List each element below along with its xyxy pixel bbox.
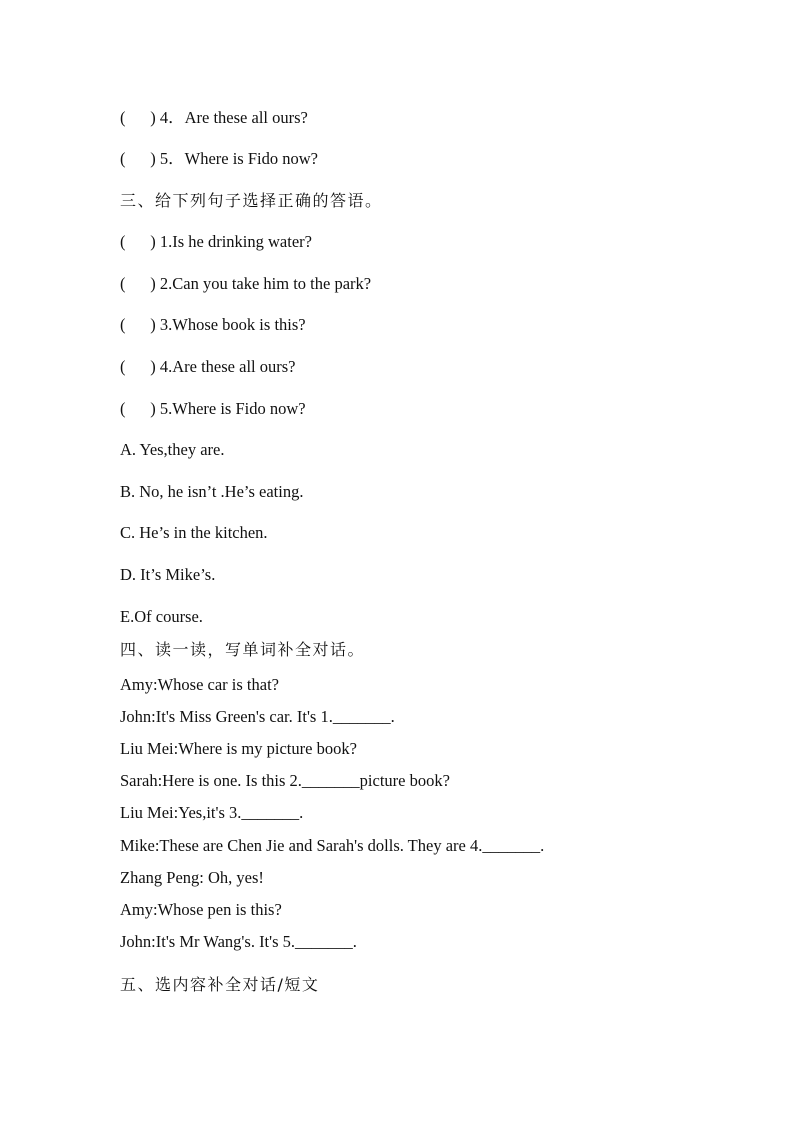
answer-option-b: B. No, he isn’t .He’s eating. (120, 482, 304, 501)
section-3-question-3: ( ) 3.Whose book is this? (120, 315, 306, 334)
dialog-line-9: John:It's Mr Wang's. It's 5._______. (120, 932, 357, 951)
dialog-line-8: Amy:Whose pen is this? (120, 900, 282, 919)
dialog-line-1: Amy:Whose car is that? (120, 675, 279, 694)
section-4-heading: 四、读一读，写单词补全对话。 (120, 640, 366, 659)
dialog-line-3: Liu Mei:Where is my picture book? (120, 739, 357, 758)
dialog-line-6: Mike:These are Chen Jie and Sarah's dolls. They are 4._______. (120, 836, 545, 855)
answer-option-a: A. Yes,they are. (120, 440, 225, 459)
section-5-heading: 五、选内容补全对话/短文 (120, 975, 320, 994)
answer-option-c: C. He’s in the kitchen. (120, 523, 268, 542)
answer-option-e: E.Of course. (120, 607, 203, 626)
dialog-line-7: Zhang Peng: Oh, yes! (120, 868, 264, 887)
section-3-question-4: ( ) 4.Are these all ours? (120, 357, 296, 376)
section-3-heading: 三、给下列句子选择正确的答语。 (120, 191, 383, 210)
dialog-line-4: Sarah:Here is one. Is this 2._______picture book? (120, 771, 450, 790)
section-3-question-5: ( ) 5.Where is Fido now? (120, 399, 306, 418)
question-item-5: ( ) 5．Where is Fido now? (120, 149, 318, 168)
dialog-line-5: Liu Mei:Yes,it's 3._______. (120, 803, 304, 822)
section-3-question-1: ( ) 1.Is he drinking water? (120, 232, 312, 251)
answer-option-d: D. It’s Mike’s. (120, 565, 216, 584)
question-item-4: ( ) 4．Are these all ours? (120, 108, 308, 127)
section-3-question-2: ( ) 2.Can you take him to the park? (120, 274, 372, 293)
dialog-line-2: John:It's Miss Green's car. It's 1._______. (120, 707, 395, 726)
